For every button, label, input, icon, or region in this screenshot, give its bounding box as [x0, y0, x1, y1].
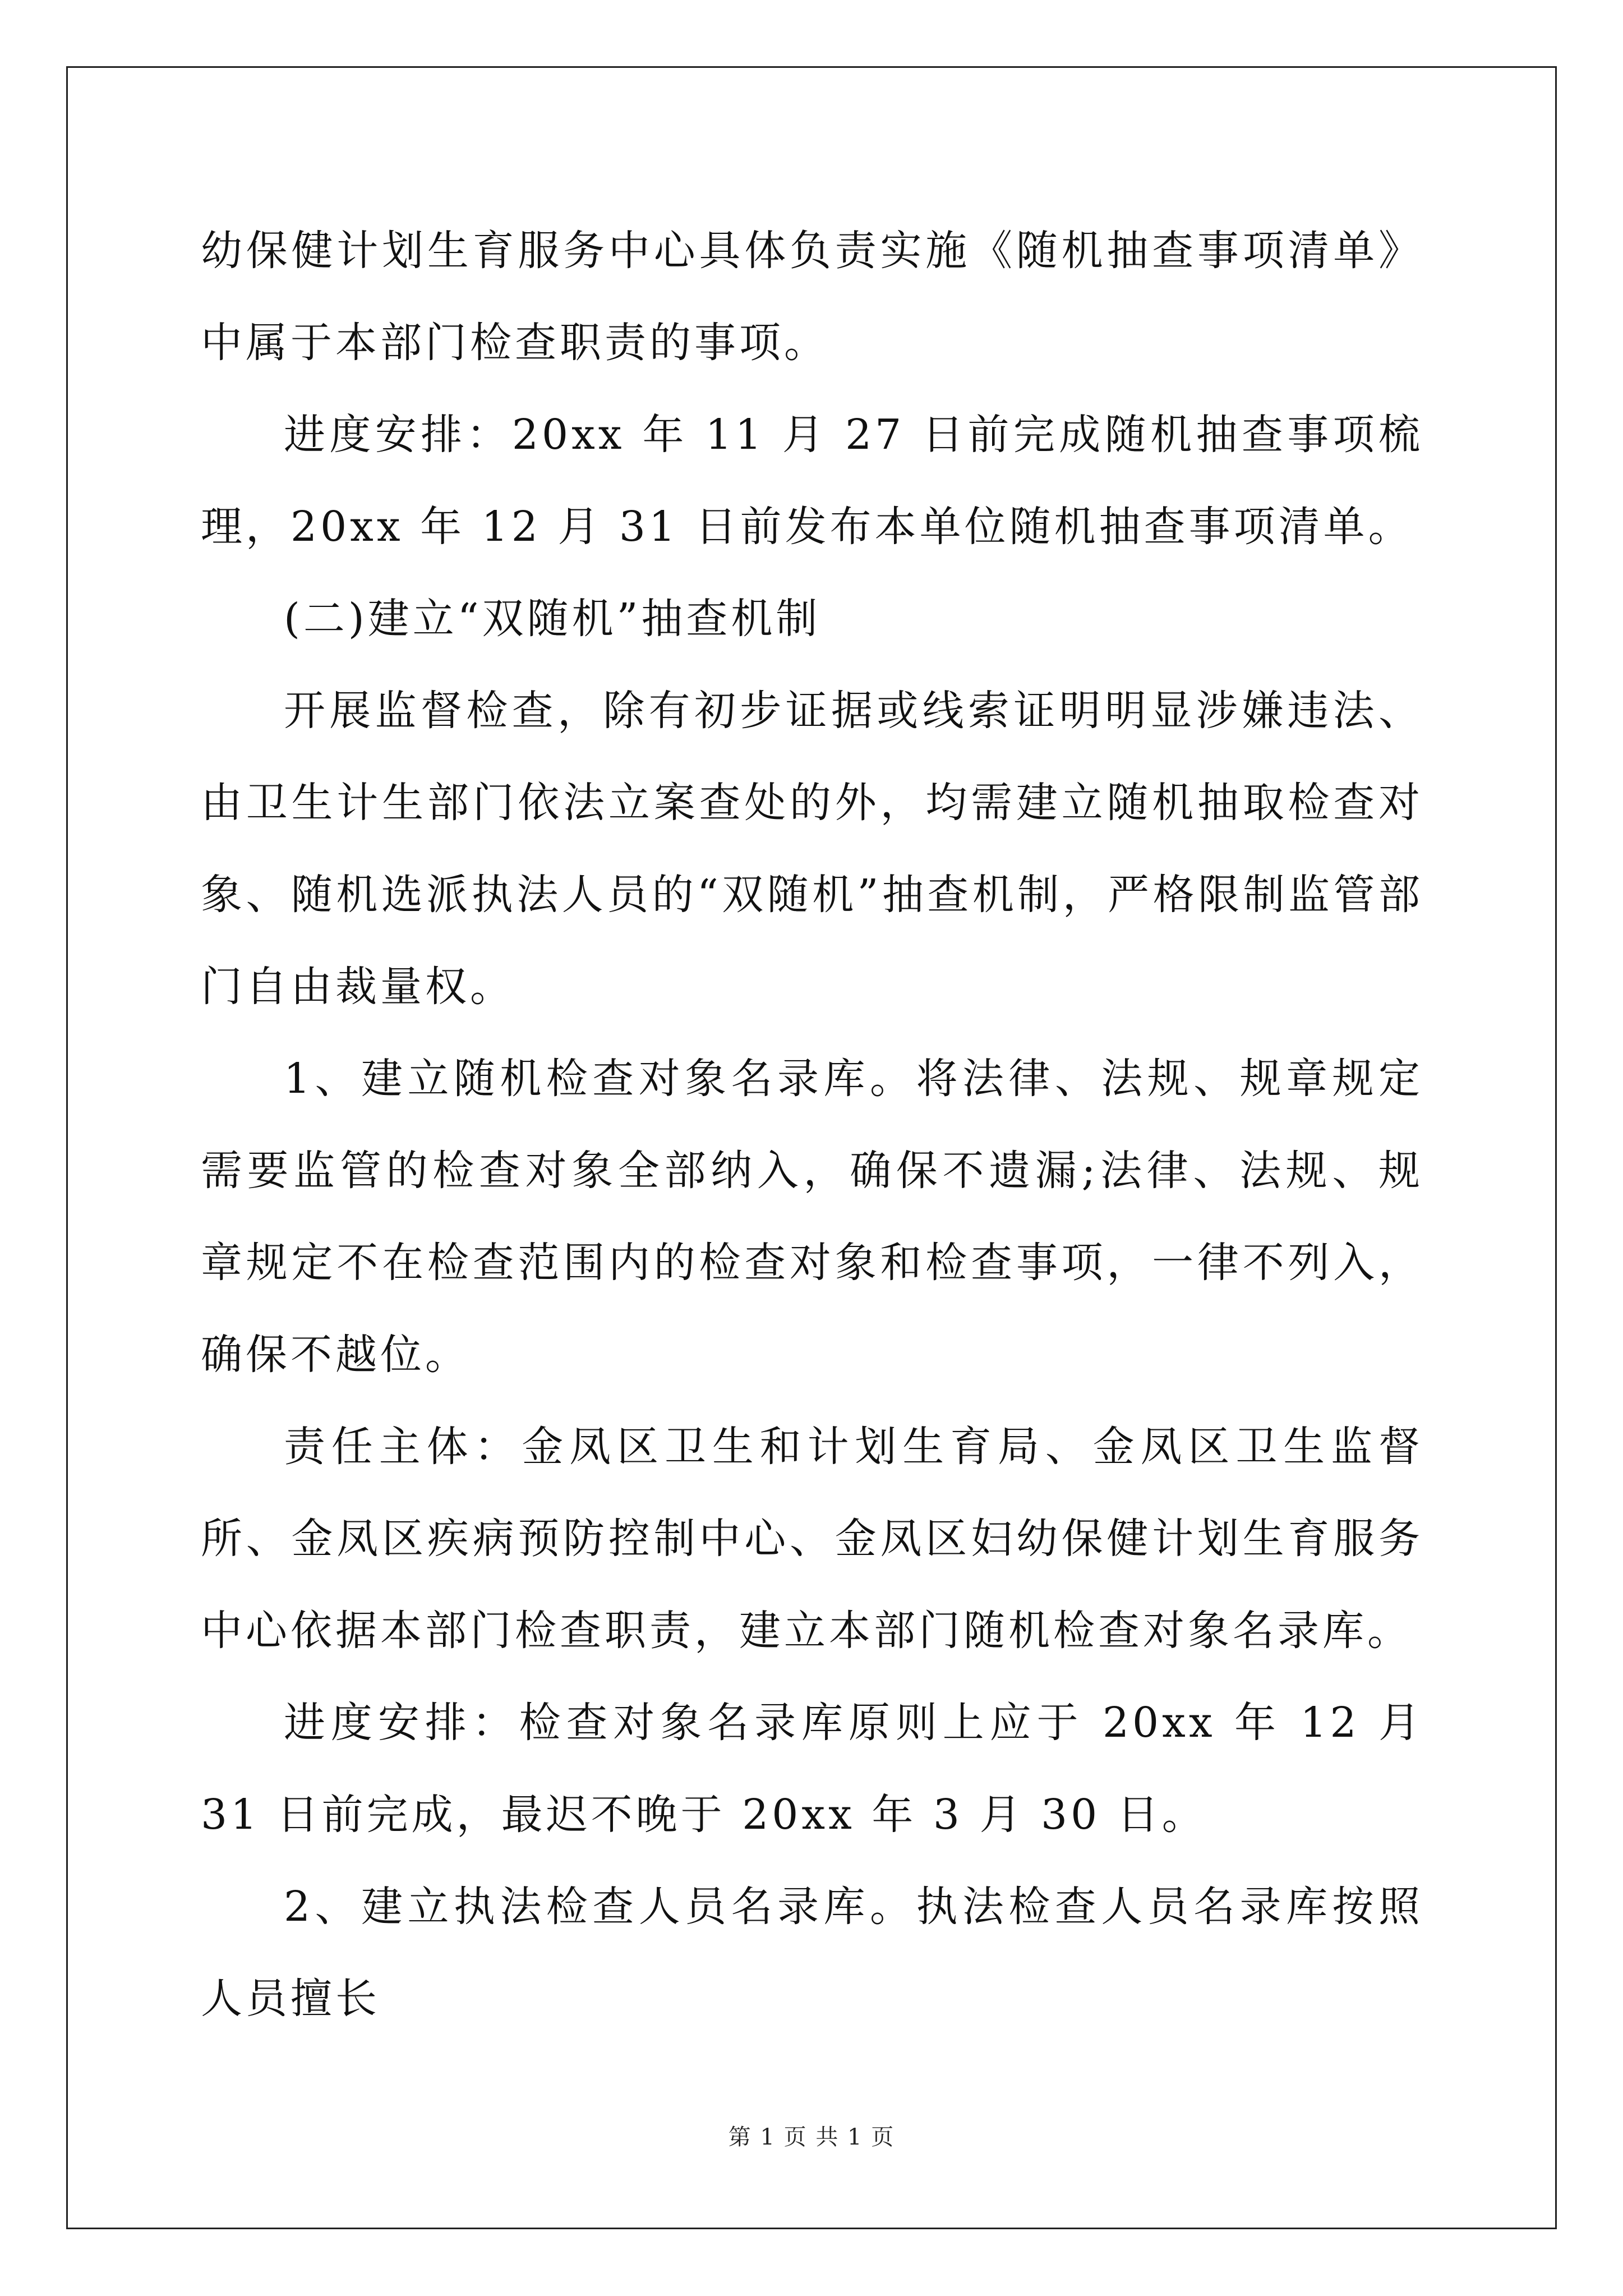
paragraph-6: 责任主体：金凤区卫生和计划生育局、金凤区卫生监督所、金凤区疾病预防控制中心、金凤区妇幼保健计划生育服务中心依据本部门检查职责，建立本部门随机检查对象名录库。: [201, 1423, 1423, 1655]
paragraph-4: 开展监督检查，除有初步证据或线索证明明显涉嫌违法、由卫生计生部门依法立案查处的外，均需建立随机抽取检查对象、随机选派执法人员的“双随机”抽查机制，严格限制监管部门自由裁量权。: [201, 687, 1423, 1011]
page-number-footer: 第 1 页 共 1 页: [728, 2124, 895, 2150]
paragraph-8: 2、建立执法检查人员名录库。执法检查人员名录库按照人员擅长: [201, 1883, 1423, 2023]
paragraph-7: 进度安排：检查对象名录库原则上应于 20xx 年 12 月 31 日前完成，最迟不晚于 20xx 年 3 月 30 日。: [201, 1699, 1423, 1839]
document-body: [201, 205, 1423, 2045]
paragraph-5: 1、建立随机检查对象名录库。将法律、法规、规章规定需要监管的检查对象全部纳入，确保不遗漏;法律、法规、规章规定不在检查范围内的检查对象和检查事项，一律不列入，确保不越位。: [201, 1055, 1423, 1379]
paragraph-2: 进度安排：20xx 年 11 月 27 日前完成随机抽查事项梳理，20xx 年 12 月 31 日前发布本单位随机抽查事项清单。: [201, 411, 1423, 551]
paragraph-1: 幼保健计划生育服务中心具体负责实施《随机抽查事项清单》中属于本部门检查职责的事项。: [201, 227, 1423, 367]
section-heading: (二)建立“双随机”抽查机制: [284, 595, 821, 643]
